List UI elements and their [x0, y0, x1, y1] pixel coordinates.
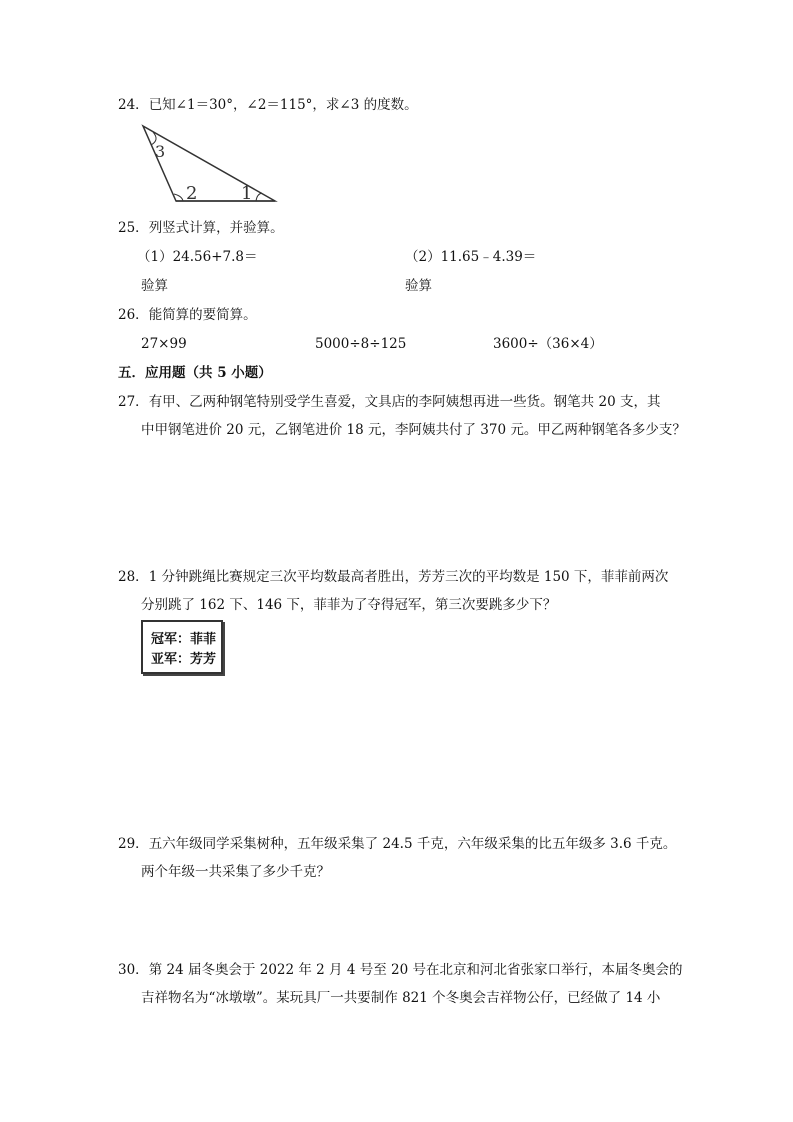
question-text-line-2: 两个年级一共采集了多少千克？	[141, 864, 330, 880]
question-24	[118, 96, 418, 114]
question-30	[118, 961, 683, 979]
sign-runner-up: 亚军：芳芳	[151, 652, 217, 667]
question-text: 能简算的要简算。	[148, 307, 257, 323]
question-text-line-2: 分别跳了 162 下、146 下，菲菲为了夺得冠军，第三次要跳多少下？	[141, 597, 557, 613]
question-text-line-1: 1 分钟跳绳比赛规定三次平均数最高者胜出，芳芳三次的平均数是 150 下，菲菲前两次	[148, 569, 669, 585]
q25-part-2: （2）11.65﹣4.39＝	[405, 249, 537, 265]
question-25	[118, 219, 284, 237]
question-text-line-2: 吉祥物名为“冰墩墩”。某玩具厂一共要制作 821 个冬奥会吉祥物公仔，已经做了 14 小	[141, 990, 661, 1006]
question-26	[118, 306, 257, 324]
q25-check-2: 验算	[405, 278, 432, 294]
question-text-line-2: 中甲钢笔进价 20 元，乙钢笔进价 18 元，李阿姨共付了 370 元。甲乙两种钢笔各多少支？	[141, 422, 686, 438]
question-number: 29．	[118, 836, 149, 852]
ranking-sign	[141, 620, 223, 674]
question-text: 列竖式计算，并验算。	[148, 220, 284, 236]
angle-1-label: 1	[241, 183, 253, 204]
sign-champion: 冠军：菲菲	[151, 632, 217, 647]
question-number: 27．	[118, 394, 149, 410]
q25-part-1: （1）24.56+7.8＝	[137, 249, 258, 265]
question-number: 26．	[118, 307, 149, 323]
question-text-line-1: 有甲、乙两种钢笔特别受学生喜爱，文具店的李阿姨想再进一些货。钢笔共 20 支，其	[148, 394, 661, 410]
question-number: 25．	[118, 220, 149, 236]
angle-2-label: 2	[186, 183, 198, 204]
q26-expression-2: 5000÷8÷125	[315, 336, 407, 352]
question-27	[118, 393, 660, 411]
question-29	[118, 835, 676, 853]
triangle-figure	[138, 122, 280, 206]
question-text: 已知∠1＝30°，∠2＝115°，求∠3 的度数。	[148, 97, 418, 113]
question-number: 24．	[118, 97, 149, 113]
question-text-line-1: 五六年级同学采集树种，五年级采集了 24.5 千克，六年级采集的比五年级多 3.6 千克。	[148, 836, 677, 852]
question-text-line-1: 第 24 届冬奥会于 2022 年 2 月 4 号至 20 号在北京和河北省张家口举行，本届冬奥会的	[148, 962, 683, 978]
question-number: 28．	[118, 569, 149, 585]
question-number: 30．	[118, 962, 149, 978]
question-28	[118, 568, 668, 586]
angle-3-label: 3	[155, 142, 166, 161]
sign-frame	[141, 620, 223, 674]
q26-expression-1: 27×99	[141, 336, 187, 352]
q25-check-1: 验算	[141, 278, 168, 294]
section-heading: 五．应用题（共 5 小题）	[118, 365, 272, 381]
q26-expression-3: 3600÷（36×4）	[493, 336, 603, 352]
